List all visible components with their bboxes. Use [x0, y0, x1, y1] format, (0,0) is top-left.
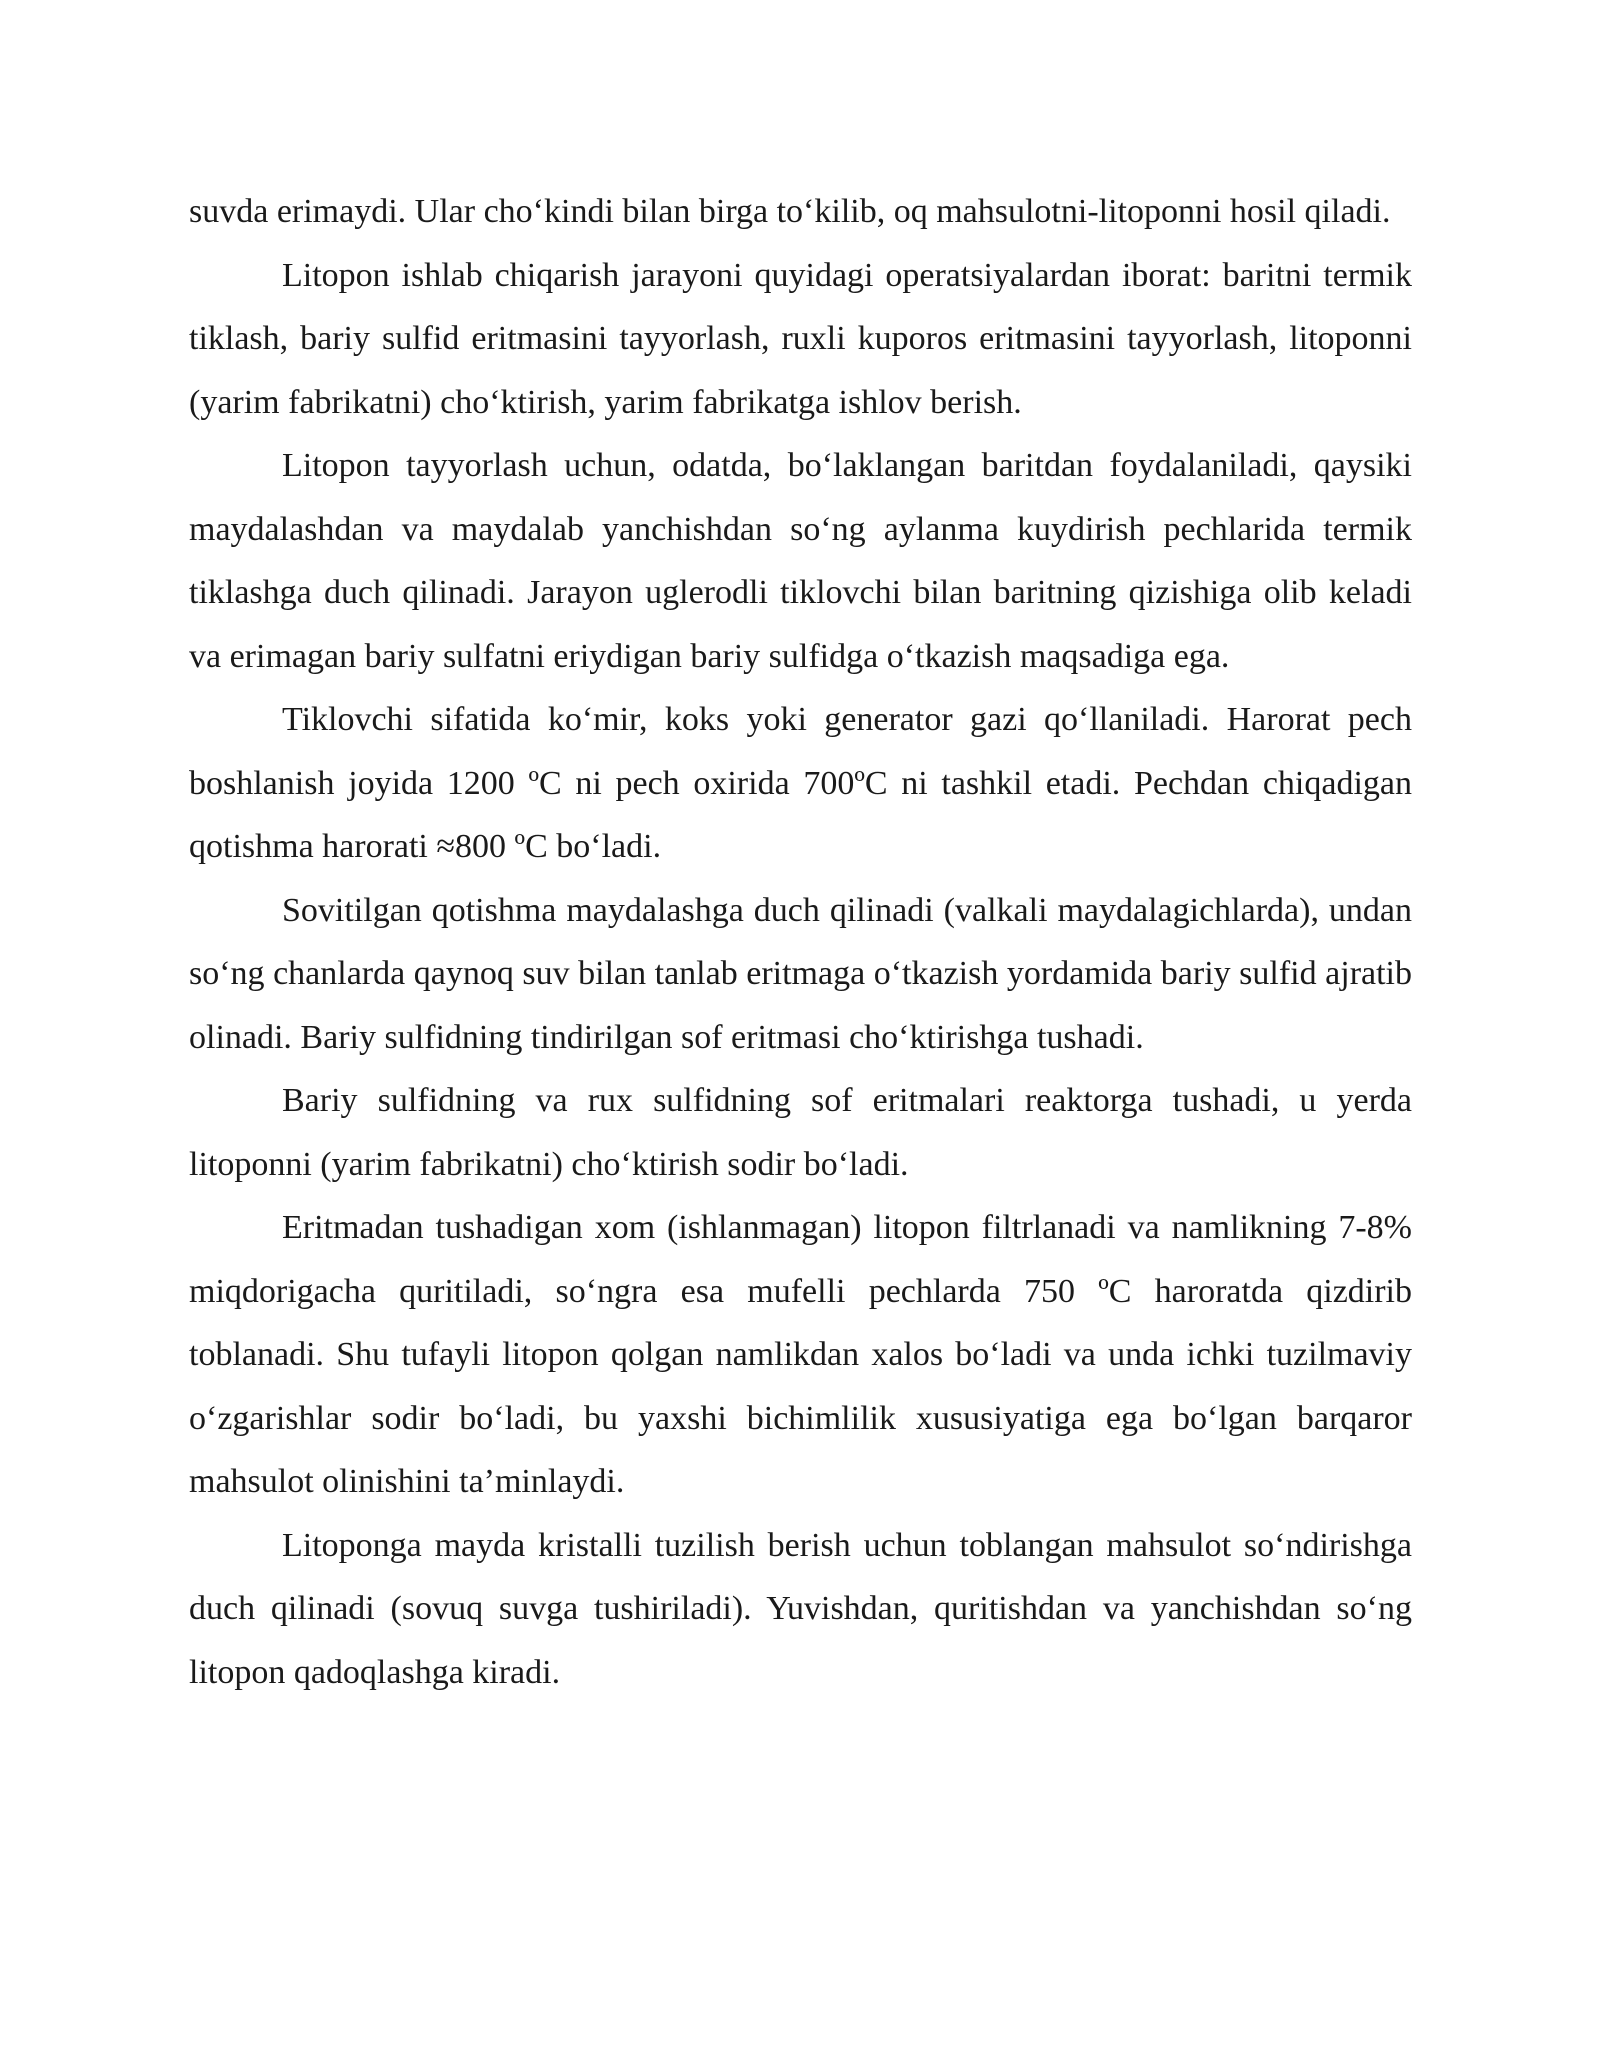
document-body — [189, 180, 1412, 1704]
paragraph-filtration-calcination: Eritmadan tushadigan xom (ishlanmagan) litopon filtrlanadi va namlikning 7-8% miqdorigacha quritiladi, so‘ngra esa mufelli pechlarda 750 ºC haroratda qizdirib toblanadi. Shu tufayli litopon qolgan namlikdan xalos bo‘ladi va unda ichki tuzilmaviy o‘zgarishlar sodir bo‘ladi, bu yaxshi bichimlilik xususiyatiga ega bo‘lgan barqaror mahsulot olinishini ta’minlaydi. — [189, 1209, 1412, 1500]
paragraph-reducing-agent: Tiklovchi sifatida ko‘mir, koks yoki generator gazi qo‘llaniladi. Harorat pech boshlanish joyida 1200 ºC ni pech oxirida 700ºC ni tashkil etadi. Pechdan chiqadigan qotishma harorati ≈800 ºC bo‘ladi. — [189, 701, 1412, 865]
paragraph-continuation: suvda erimaydi. Ular cho‘kindi bilan birga to‘kilib, oq mahsulotni-litoponni hosil qiladi. — [189, 193, 1391, 230]
paragraph-quenching-packaging: Litoponga mayda kristalli tuzilish berish uchun toblangan mahsulot so‘ndirishga duch qilinadi (sovuq suvga tushiriladi). Yuvishdan, quritishdan va yanchishdan so‘ng litopon qadoqlashga kiradi. — [189, 1526, 1412, 1691]
paragraph-leaching: Sovitilgan qotishma maydalashga duch qilinadi (valkali maydalagichlarda), undan so‘ng chanlarda qaynoq suv bilan tanlab eritmaga o‘tkazish yordamida bariy sulfid ajratib olinadi. Bariy sulfidning tindirilgan sof eritmasi cho‘ktirishga tushadi. — [189, 891, 1412, 1056]
paragraph-precipitation: Bariy sulfidning va rux sulfidning sof eritmalari reaktorga tushadi, u yerda litoponni (yarim fabrikatni) cho‘ktirish sodir bo‘ladi. — [189, 1082, 1412, 1183]
paragraph-process-overview: Litopon ishlab chiqarish jarayoni quyidagi operatsiyalardan iborat: baritni termik tiklash, bariy sulfid eritmasini tayyorlash, ruxli kuporos eritmasini tayyorlash, litoponni (yarim fabrikatni) cho‘ktirish, yarim fabrikatga ishlov berish. — [189, 256, 1412, 421]
paragraph-barite-reduction: Litopon tayyorlash uchun, odatda, bo‘laklangan baritdan foydalaniladi, qaysiki maydalashdan va maydalab yanchishdan so‘ng aylanma kuydirish pechlarida termik tiklashga duch qilinadi. Jarayon uglerodli tiklovchi bilan baritning qizishiga olib keladi va erimagan bariy sulfatni eriydigan bariy sulfidga o‘tkazish maqsadiga ega. — [189, 447, 1412, 675]
